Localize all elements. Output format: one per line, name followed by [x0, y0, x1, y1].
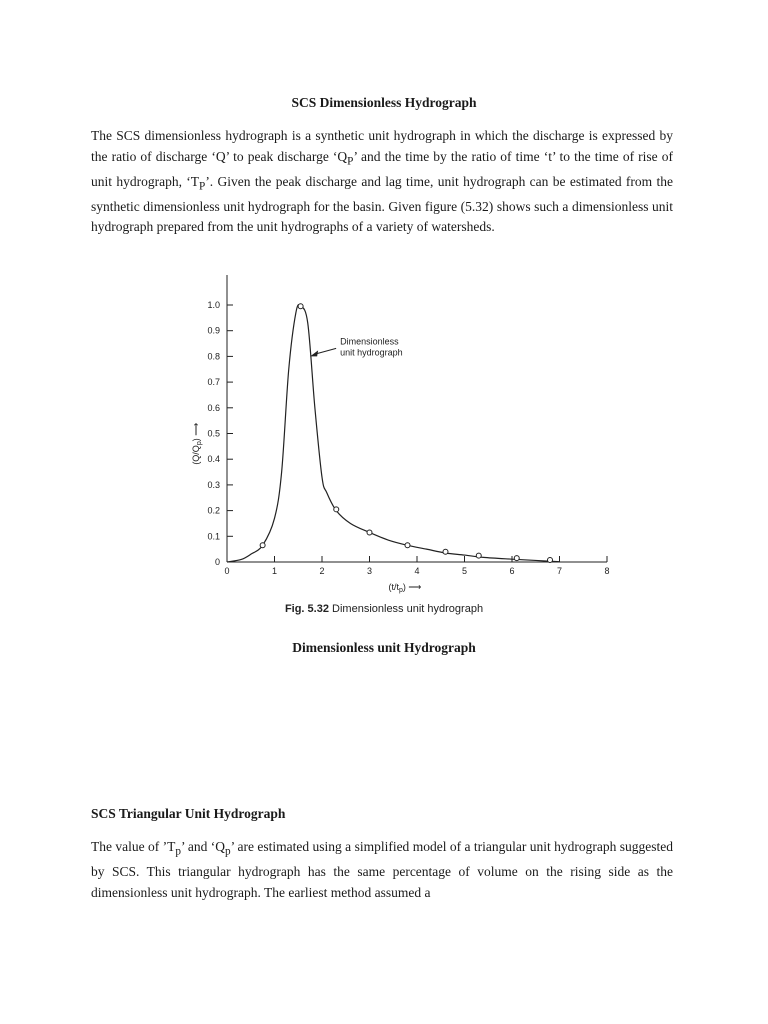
hydrograph-chart [185, 268, 625, 603]
caption-text: Dimensionless unit hydrograph [332, 603, 484, 615]
x-tick-label: 4 [414, 566, 420, 576]
section2-paragraph [91, 837, 673, 903]
y-tick-label: 0.7 [207, 377, 220, 388]
section2-title: SCS Triangular Unit Hydrograph [91, 806, 286, 821]
intro-paragraph-text: The SCS dimensionless hydrograph is a synthetic unit hydrograph in which the discharge is expressed by the ratio of discharge ‘Q’ to peak discharge ‘$Q_P$’ and the time by the ratio of time ‘t’ to the time of rise of unit hydrograph, ‘$T_P$’. Given the peak discharge and lag time, unit hydrograph can be estimated from the synthetic dimensionless unit hydrograph for the basin. Given figure (5.32) shows such a dimensionless unit hydrograph prepared from the unit hydrographs of a variety of watersheds. [91, 128, 673, 235]
chart-annotation [310, 336, 403, 357]
data-point-marker [476, 553, 481, 558]
data-point-marker [334, 507, 339, 512]
chart-markers [260, 304, 552, 563]
data-point-marker [514, 556, 519, 561]
x-tick-label: 5 [461, 566, 468, 576]
y-axis-label: $(Q/Q_p)$ ⟶ [191, 422, 203, 465]
y-tick-label: 0 [214, 557, 220, 567]
annotation-text-line1: Dimensionless [340, 336, 399, 347]
chart-axes [227, 275, 607, 562]
y-tick-label: 0.8 [207, 351, 220, 362]
intro-paragraph [91, 126, 673, 238]
hydrograph-figure [185, 268, 625, 623]
y-tick-label: 0.3 [207, 479, 220, 490]
annotation-text-line2: unit hydrograph [340, 347, 403, 358]
chart-ticks [191, 300, 610, 594]
y-tick-label: 0.2 [207, 505, 220, 516]
y-tick-label: 0.4 [207, 454, 220, 465]
data-point-marker [260, 543, 265, 548]
y-tick-label: 0.6 [207, 402, 220, 413]
section2-paragraph-text: The value of $’T_p$’ and ‘$Q_p$’ are estimated using a simplified model of a triangular unit hydrograph suggested by SCS. This triangular hydrograph has the same percentage of volume on the rising side as the dimensionless unit hydrograph. The earliest method assumed a [91, 839, 673, 900]
x-tick-label: 0 [224, 566, 230, 576]
y-tick-label: 0.5 [207, 428, 220, 439]
x-axis-label: $(t/t_p)$ ⟶ [388, 582, 422, 594]
y-tick-label: 0.1 [207, 531, 220, 542]
x-tick-label: 3 [366, 566, 373, 576]
data-point-marker [298, 304, 303, 309]
x-tick-label: 7 [556, 566, 563, 576]
x-tick-label: 6 [509, 566, 515, 576]
data-point-marker [548, 557, 553, 562]
caption-label: Fig. 5.32 [284, 603, 329, 615]
data-point-marker [405, 543, 410, 548]
x-tick-label: 2 [319, 566, 325, 576]
x-tick-label: 8 [604, 566, 610, 576]
data-point-marker [443, 549, 448, 554]
y-tick-label: 0.9 [207, 325, 220, 336]
y-tick-label: 1.0 [207, 300, 220, 310]
figure-caption [0, 603, 768, 615]
data-point-marker [367, 530, 372, 535]
figure-subtitle: Dimensionless unit Hydrograph [292, 640, 476, 655]
annotation-arrow-head [310, 350, 318, 356]
section-title: SCS Dimensionless Hydrograph [291, 95, 477, 110]
x-tick-label: 1 [271, 566, 278, 576]
